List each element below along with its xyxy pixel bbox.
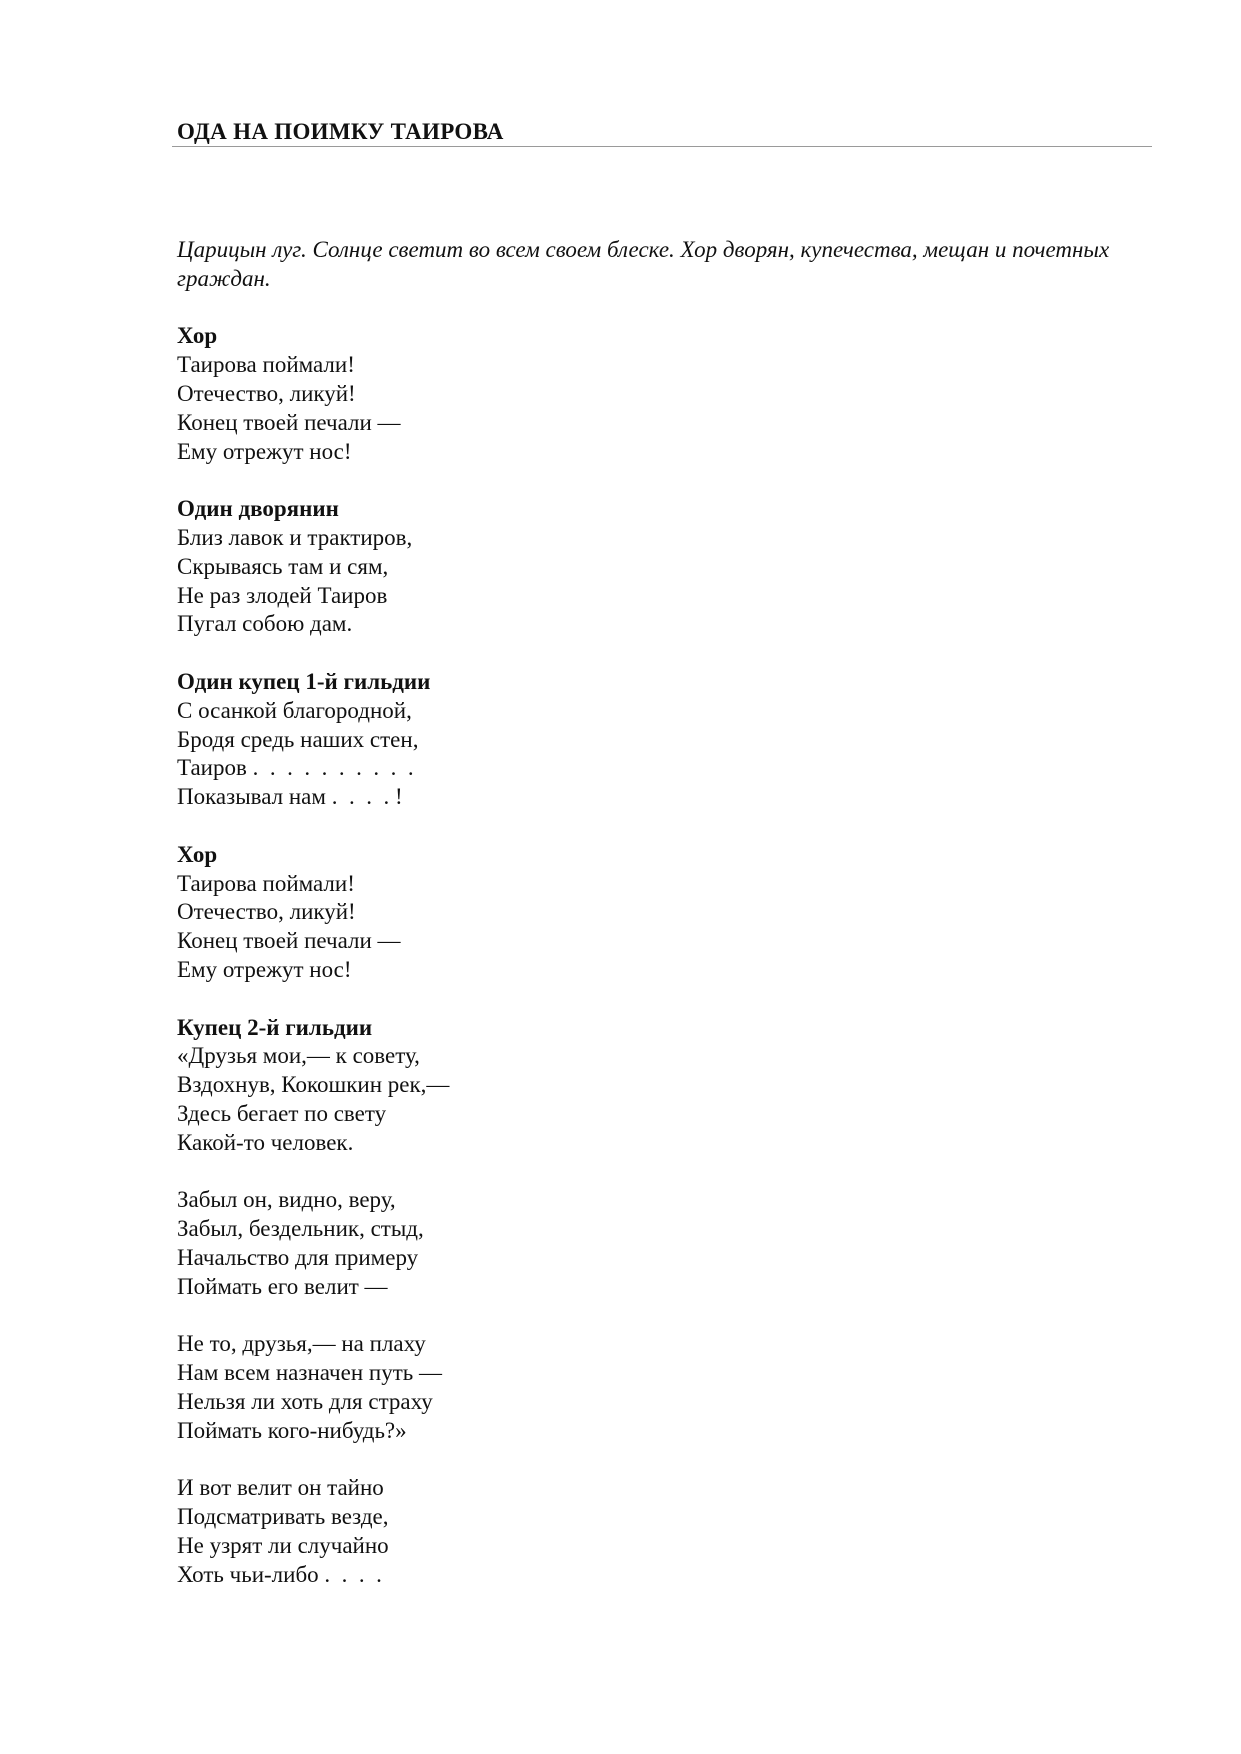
verse-line: Близ лавок и трактиров,: [177, 524, 413, 550]
stanza-nobleman: [177, 495, 1137, 639]
verse-line: С осанкой благородной,: [177, 697, 412, 723]
stanza-chorus-2: [177, 841, 1137, 985]
verse-line: Ему отрежут нос!: [177, 438, 352, 464]
verse-line: Подсматривать везде,: [177, 1504, 389, 1530]
poem-content: [177, 236, 1137, 1618]
document-title: ОДА НА ПОИМКУ ТАИРОВА: [177, 119, 504, 144]
verse-line: Таирова поймали!: [177, 352, 355, 378]
verse-line: Начальство для примеру: [177, 1244, 419, 1270]
verse-line: Вздохнув, Кокошкин рек,—: [177, 1072, 450, 1098]
verse-line: Конец твоей печали —: [177, 409, 401, 435]
verse-line: Показывал нам . . . . !: [177, 784, 403, 810]
verse-line: Отечество, ликуй!: [177, 899, 356, 925]
verse-line: Какой-то человек.: [177, 1129, 354, 1155]
verse-line: Бродя средь наших стен,: [177, 726, 419, 752]
stanza-merchant-2nd-guild: [177, 1014, 1137, 1158]
verse-line: Скрываясь там и сям,: [177, 553, 389, 579]
verse-line: Не узрят ли случайно: [177, 1532, 389, 1558]
verse-line: Пугал собою дам.: [177, 611, 353, 637]
verse-line: Не то, друзья,— на плаху: [177, 1331, 426, 1357]
stanza-merchant-1st-guild: [177, 668, 1137, 812]
verse-line: Нельзя ли хоть для страху: [177, 1388, 433, 1414]
verse-line: Здесь бегает по свету: [177, 1100, 387, 1126]
verse-line: Отечество, ликуй!: [177, 380, 356, 406]
speaker-label: Хор: [177, 841, 218, 867]
title-divider: [172, 146, 1152, 147]
stanza-continued-1: [177, 1186, 1137, 1301]
verse-line: «Друзья мои,— к совету,: [177, 1043, 420, 1069]
verse-line: Ему отрежут нос!: [177, 956, 352, 982]
verse-line: Забыл, бездельник, стыд,: [177, 1216, 424, 1242]
verse-line: Поймать его велит —: [177, 1273, 388, 1299]
stanza-continued-2: [177, 1330, 1137, 1445]
verse-line: Поймать кого-нибудь?»: [177, 1417, 407, 1443]
verse-line: Забыл он, видно, веру,: [177, 1187, 396, 1213]
verse-line: Нам всем назначен путь —: [177, 1360, 442, 1386]
speaker-label: Купец 2-й гильдии: [177, 1014, 373, 1040]
speaker-label: Один дворянин: [177, 496, 339, 522]
verse-line: Таиров . . . . . . . . . .: [177, 755, 414, 781]
speaker-label: Хор: [177, 323, 218, 349]
stanza-continued-3: [177, 1474, 1137, 1589]
speaker-label: Один купец 1-й гильдии: [177, 668, 431, 694]
verse-line: И вот велит он тайно: [177, 1475, 384, 1501]
verse-line: Конец твоей печали —: [177, 928, 401, 954]
verse-line: Не раз злодей Таиров: [177, 582, 388, 608]
stage-direction: Царицын луг. Солнце светит во всем своем блеске. Хор дворян, купечества, мещан и почетных граждан.: [177, 237, 1110, 291]
verse-line: Таирова поймали!: [177, 870, 355, 896]
verse-line: Хоть чьи-либо . . . .: [177, 1561, 382, 1587]
stanza-chorus-1: [177, 322, 1137, 466]
